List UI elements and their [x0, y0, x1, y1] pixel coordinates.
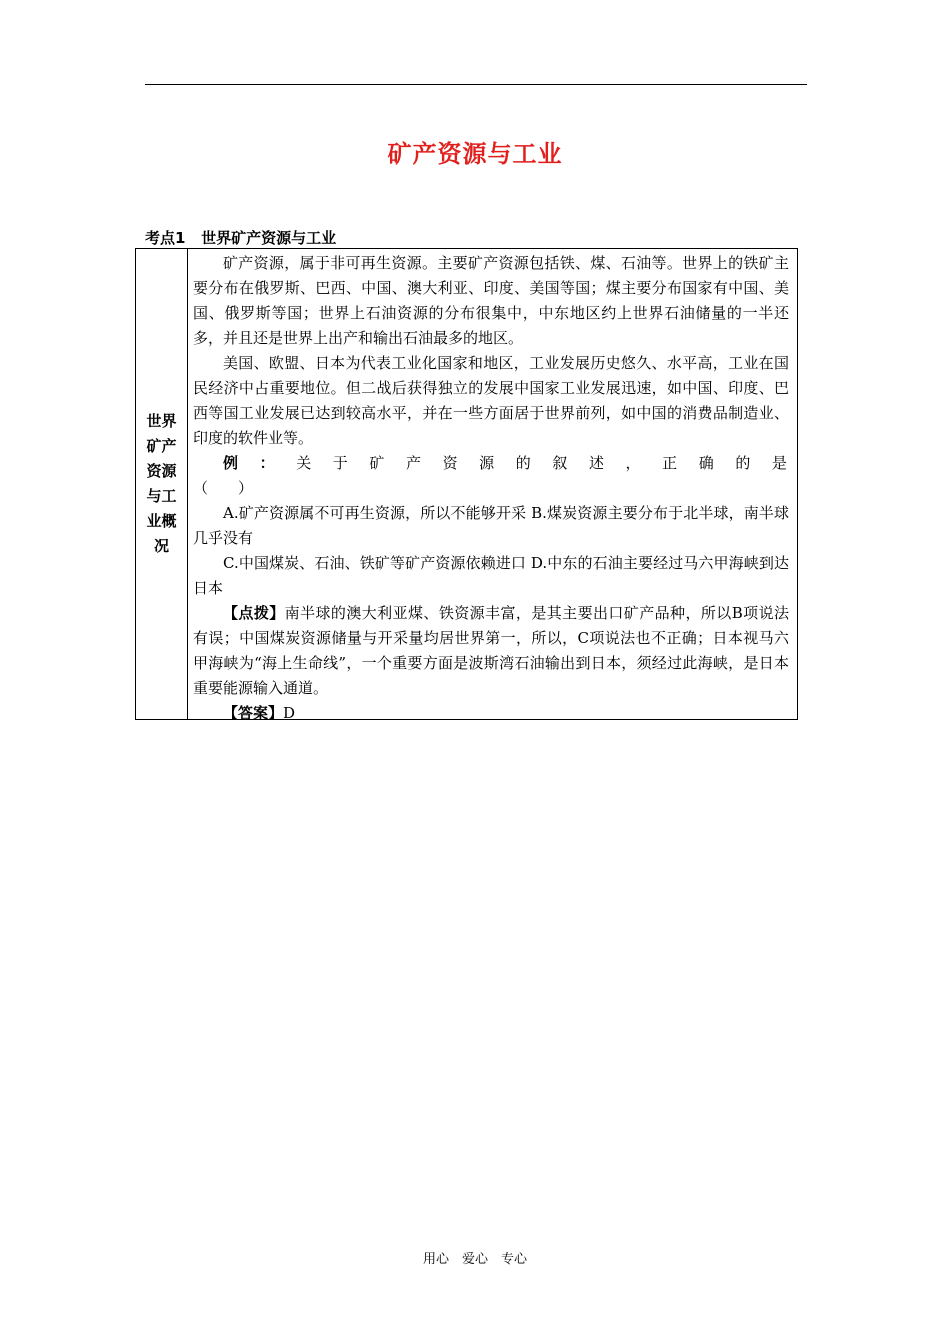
- example-char: ，: [625, 454, 641, 472]
- example-blank: （ ）: [193, 479, 254, 497]
- options-ab: [193, 501, 789, 551]
- option-d: D.中东的石油主要经过马六甲海峡到达日本: [193, 554, 789, 597]
- hint-label: 【点拨】: [223, 604, 285, 622]
- hint-paragraph: [193, 601, 789, 701]
- page-footer: 用心 爱心 专心: [422, 1252, 527, 1267]
- page-title: 矿产资源与工业: [387, 140, 563, 168]
- section-heading: [145, 227, 336, 248]
- row-label: 世界矿产资源与工业概况: [146, 412, 177, 555]
- example-char: 是: [771, 454, 787, 472]
- answer-value: D: [283, 704, 296, 722]
- hint-text: 南半球的澳大利亚煤、铁资源丰富，是其主要出口矿产品种，所以B项说法有误；中国煤炭资源储量与开采量均居世界第一，所以，C项说法也不正确；日本视马六甲海峡为“海上生命线”，一个重要方面是波斯湾石油输出到日本，须经过此海峡，是日本重要能源输入通道。: [193, 604, 789, 697]
- paragraph-mineral-resources: 矿产资源，属于非可再生资源。主要矿产资源包括铁、煤、石油等。世界上的铁矿主要分布在俄罗斯、巴西、中国、澳大利亚、印度、美国等国；煤主要分布国家有中国、美国、俄罗斯等国；世界上石油资源的分布很集中，中东地区约上世界石油储量的一半还多，并且还是世界上出产和输出石油最多的地区。: [193, 254, 789, 347]
- option-c: C.中国煤炭、石油、铁矿等矿产资源依赖进口: [223, 554, 527, 572]
- example-char: 于: [332, 454, 348, 472]
- example-colon: ：: [259, 454, 275, 472]
- example-char: 矿: [369, 454, 385, 472]
- example-char: 叙: [552, 454, 568, 472]
- options-cd: [193, 551, 789, 601]
- example-char: 关: [296, 454, 312, 472]
- header-rule: [145, 84, 807, 85]
- section-title: 世界矿产资源与工业: [201, 229, 337, 247]
- example-char: 述: [588, 454, 604, 472]
- row-label-cell: [136, 249, 188, 719]
- paragraph-industry: 美国、欧盟、日本为代表工业化国家和地区，工业发展历史悠久、水平高，工业在国民经济中占重要地位。但二战后获得独立的发展中国家工业发展迅速，如中国、印度、巴西等国工业发展已达到较高水平，并在一些方面居于世界前列，如中国的消费品制造业、印度的软件业等。: [193, 354, 789, 447]
- example-label: 例: [223, 454, 239, 472]
- example-char: 源: [479, 454, 495, 472]
- row-body-cell: [188, 249, 797, 722]
- option-a: A.矿产资源属不可再生资源，所以不能够开采: [223, 504, 527, 522]
- example-char: 确: [698, 454, 714, 472]
- example-char: 资: [442, 454, 458, 472]
- example-question: [193, 451, 789, 476]
- example-char: 的: [735, 454, 751, 472]
- section-label: 考点1: [145, 229, 186, 247]
- option-b: B.煤炭资源主要分布于北半球，南半球几乎没有: [193, 504, 789, 547]
- content-table: [135, 248, 798, 720]
- example-char: 正: [662, 454, 678, 472]
- answer-paragraph: [193, 701, 789, 726]
- answer-label: 【答案】: [223, 704, 284, 722]
- example-char: 产: [405, 454, 421, 472]
- example-char: 的: [515, 454, 531, 472]
